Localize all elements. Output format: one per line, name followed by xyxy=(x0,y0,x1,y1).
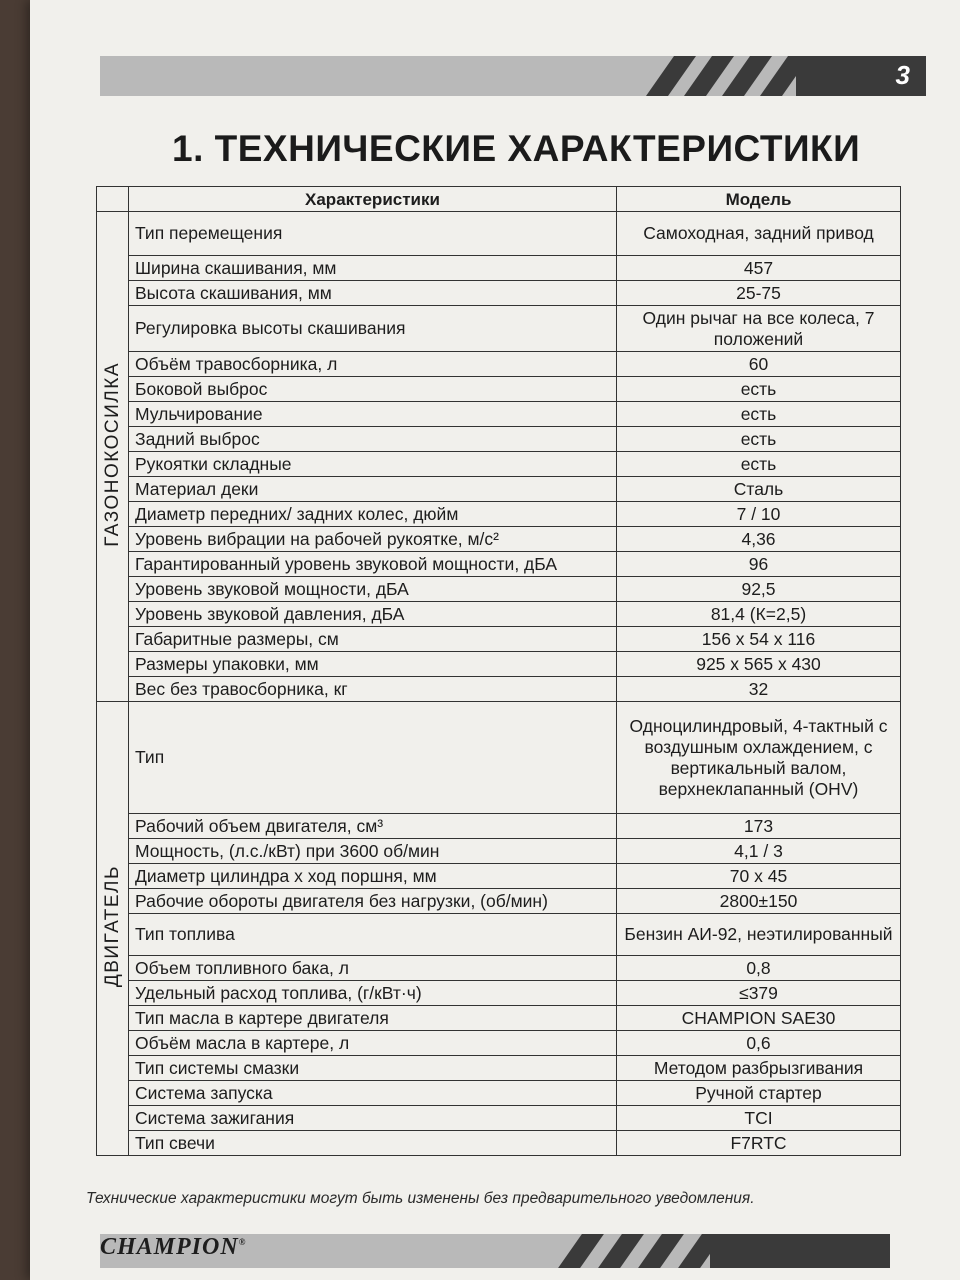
spec-label: Объём травосборника, л xyxy=(129,352,617,377)
brand-name: CHAMPION xyxy=(100,1234,239,1260)
spec-label: Габаритные размеры, см xyxy=(129,627,617,652)
table-row xyxy=(97,352,901,377)
table-row xyxy=(97,256,901,281)
spec-label: Рукоятки складные xyxy=(129,452,617,477)
footer-stripe xyxy=(638,1234,684,1268)
spec-value: 156 x 54 x 116 xyxy=(617,627,901,652)
table-row xyxy=(97,889,901,914)
spec-value: 25-75 xyxy=(617,281,901,306)
col-header-model: Модель xyxy=(617,187,901,212)
spec-label: Система запуска xyxy=(129,1081,617,1106)
spec-value: Ручной стартер xyxy=(617,1081,901,1106)
spec-label: Диаметр цилиндра x ход поршня, мм xyxy=(129,864,617,889)
page-title: 1. ТЕХНИЧЕСКИЕ ХАРАКТЕРИСТИКИ xyxy=(172,128,861,169)
table-row xyxy=(97,1006,901,1031)
spec-value: 32 xyxy=(617,677,901,702)
spec-label: Тип свечи xyxy=(129,1131,617,1156)
spec-table xyxy=(96,186,901,1156)
spec-label: Тип системы смазки xyxy=(129,1056,617,1081)
table-row xyxy=(97,652,901,677)
table-row xyxy=(97,306,901,352)
table-header-row xyxy=(97,187,901,212)
spec-label: Тип перемещения xyxy=(129,212,617,256)
table-row xyxy=(97,577,901,602)
group-label-cell xyxy=(97,212,129,702)
spec-value: 4,36 xyxy=(617,527,901,552)
spec-value: Один рычаг на все колеса, 7 положений xyxy=(617,306,901,352)
spec-value: 0,6 xyxy=(617,1031,901,1056)
spec-label: Объем топливного бака, л xyxy=(129,956,617,981)
spec-label: Вес без травосборника, кг xyxy=(129,677,617,702)
spec-label: Уровень звуковой давления, дБА xyxy=(129,602,617,627)
footer-dark-block xyxy=(710,1234,890,1268)
spec-value: CHAMPION SAE30 xyxy=(617,1006,901,1031)
spec-value: 60 xyxy=(617,352,901,377)
spec-label: Рабочий объем двигателя, см³ xyxy=(129,814,617,839)
page-number: 3 xyxy=(895,60,910,90)
spec-value: 173 xyxy=(617,814,901,839)
spec-label: Уровень вибрации на рабочей рукоятке, м/с² xyxy=(129,527,617,552)
table-row xyxy=(97,477,901,502)
corner-cell xyxy=(97,187,129,212)
footer-stripe xyxy=(598,1234,644,1268)
spec-label: Тип xyxy=(129,702,617,814)
spec-label: Удельный расход топлива, (г/кВт·ч) xyxy=(129,981,617,1006)
spec-value: есть xyxy=(617,377,901,402)
spec-value: 81,4 (К=2,5) xyxy=(617,602,901,627)
manual-page xyxy=(30,0,960,1280)
group-label-cell xyxy=(97,702,129,1156)
table-row xyxy=(97,914,901,956)
table-row xyxy=(97,839,901,864)
spec-label: Объём масла в картере, л xyxy=(129,1031,617,1056)
table-row xyxy=(97,1081,901,1106)
spec-value: F7RTC xyxy=(617,1131,901,1156)
spec-label: Система зажигания xyxy=(129,1106,617,1131)
table-row xyxy=(97,814,901,839)
spec-label: Диаметр передних/ задних колес, дюйм xyxy=(129,502,617,527)
spec-label: Регулировка высоты скашивания xyxy=(129,306,617,352)
brand-logo: CHAMPION® xyxy=(100,1234,247,1260)
spec-label: Уровень звуковой мощности, дБА xyxy=(129,577,617,602)
spec-value: 4,1 / 3 xyxy=(617,839,901,864)
table-row xyxy=(97,452,901,477)
table-row xyxy=(97,702,901,814)
table-row xyxy=(97,527,901,552)
spec-label: Тип масла в картере двигателя xyxy=(129,1006,617,1031)
spec-value: 7 / 10 xyxy=(617,502,901,527)
table-row xyxy=(97,1031,901,1056)
spec-label: Мощность, (л.с./кВт) при 3600 об/мин xyxy=(129,839,617,864)
spec-label: Гарантированный уровень звуковой мощности, дБА xyxy=(129,552,617,577)
spec-label: Размеры упаковки, мм xyxy=(129,652,617,677)
spec-label: Ширина скашивания, мм xyxy=(129,256,617,281)
table-row xyxy=(97,677,901,702)
spec-value: TCI xyxy=(617,1106,901,1131)
spec-label: Задний выброс xyxy=(129,427,617,452)
table-row xyxy=(97,602,901,627)
footnote: Технические характеристики могут быть изменены без предварительного уведомления. xyxy=(86,1190,755,1207)
table-row xyxy=(97,1106,901,1131)
spec-value: Одноцилиндровый, 4-тактный с воздушным охлаждением, с вертикальный валом, верхнеклапанный (OHV) xyxy=(617,702,901,814)
spec-value: есть xyxy=(617,452,901,477)
spec-value: 92,5 xyxy=(617,577,901,602)
spec-value: Сталь xyxy=(617,477,901,502)
spec-value: 0,8 xyxy=(617,956,901,981)
spec-value: 70 x 45 xyxy=(617,864,901,889)
table-row xyxy=(97,627,901,652)
footer-stripe xyxy=(558,1234,604,1268)
spec-value: 96 xyxy=(617,552,901,577)
spec-value: 925 x 565 x 430 xyxy=(617,652,901,677)
table-row xyxy=(97,281,901,306)
table-row xyxy=(97,1056,901,1081)
table-row xyxy=(97,402,901,427)
table-row xyxy=(97,377,901,402)
spec-label: Материал деки xyxy=(129,477,617,502)
table-row xyxy=(97,981,901,1006)
spec-label: Высота скашивания, мм xyxy=(129,281,617,306)
spec-value: 457 xyxy=(617,256,901,281)
spec-value: Методом разбрызгивания xyxy=(617,1056,901,1081)
table-row xyxy=(97,502,901,527)
col-header-characteristics: Характеристики xyxy=(129,187,617,212)
header-bar xyxy=(100,56,926,96)
spec-label: Боковой выброс xyxy=(129,377,617,402)
spec-label: Тип топлива xyxy=(129,914,617,956)
table-row xyxy=(97,212,901,256)
table-row xyxy=(97,427,901,452)
spec-value: Бензин АИ-92, неэтилированный xyxy=(617,914,901,956)
group-label: ДВИГАТЕЛЬ xyxy=(102,864,123,988)
spec-label: Рабочие обороты двигателя без нагрузки, (об/мин) xyxy=(129,889,617,914)
table-row xyxy=(97,1131,901,1156)
spec-value: есть xyxy=(617,427,901,452)
group-label: ГАЗОНОКОСИЛКА xyxy=(102,361,123,547)
spec-label: Мульчирование xyxy=(129,402,617,427)
spec-value: есть xyxy=(617,402,901,427)
table-row xyxy=(97,956,901,981)
table-row xyxy=(97,864,901,889)
spec-value: Самоходная, задний привод xyxy=(617,212,901,256)
spec-value: ≤379 xyxy=(617,981,901,1006)
table-row xyxy=(97,552,901,577)
spec-value: 2800±150 xyxy=(617,889,901,914)
